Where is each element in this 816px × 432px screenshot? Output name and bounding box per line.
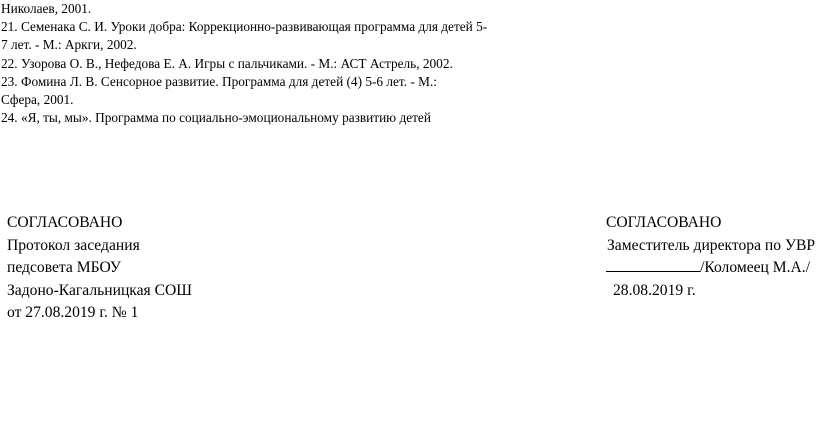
reference-line: 21. Семенака С. И. Уроки добра: Коррекционно-развивающая программа для детей 5- <box>1 19 488 35</box>
approval-block-right <box>606 212 815 302</box>
approval-heading: СОГЛАСОВАНО <box>606 214 722 231</box>
signature-line <box>606 257 815 280</box>
signatory-name: /Коломеец М.А./ <box>700 259 811 277</box>
council-label: педсовета МБОУ <box>7 259 121 277</box>
deputy-director-title: Заместитель директора по УВР <box>607 236 816 254</box>
protocol-label: Протокол заседания <box>7 236 140 254</box>
school-name: Задоно-Кагальницкая СОШ <box>7 281 193 299</box>
reference-line: 24. «Я, ты, мы». Программа по социально-эмоциональному развитию детей <box>1 110 431 126</box>
reference-line: Сфера, 2001. <box>1 92 74 108</box>
reference-line: 23. Фомина Л. В. Сенсорное развитие. Программа для детей (4) 5-6 лет. - М.: <box>1 73 437 89</box>
protocol-date: от 27.08.2019 г. № 1 <box>7 304 139 322</box>
approval-date: 28.08.2019 г. <box>613 281 696 299</box>
reference-line: Николаев, 2001. <box>1 1 92 16</box>
signature-blank <box>606 257 700 272</box>
approval-block-left <box>7 212 192 325</box>
reference-line: 7 лет. - М.: Аркги, 2002. <box>1 37 137 53</box>
reference-list <box>1 0 521 127</box>
approval-heading: СОГЛАСОВАНО <box>7 214 123 231</box>
reference-line: 22. Узорова О. В., Нефедова Е. А. Игры с пальчиками. - М.: АСТ Астрель, 2002. <box>1 55 453 71</box>
